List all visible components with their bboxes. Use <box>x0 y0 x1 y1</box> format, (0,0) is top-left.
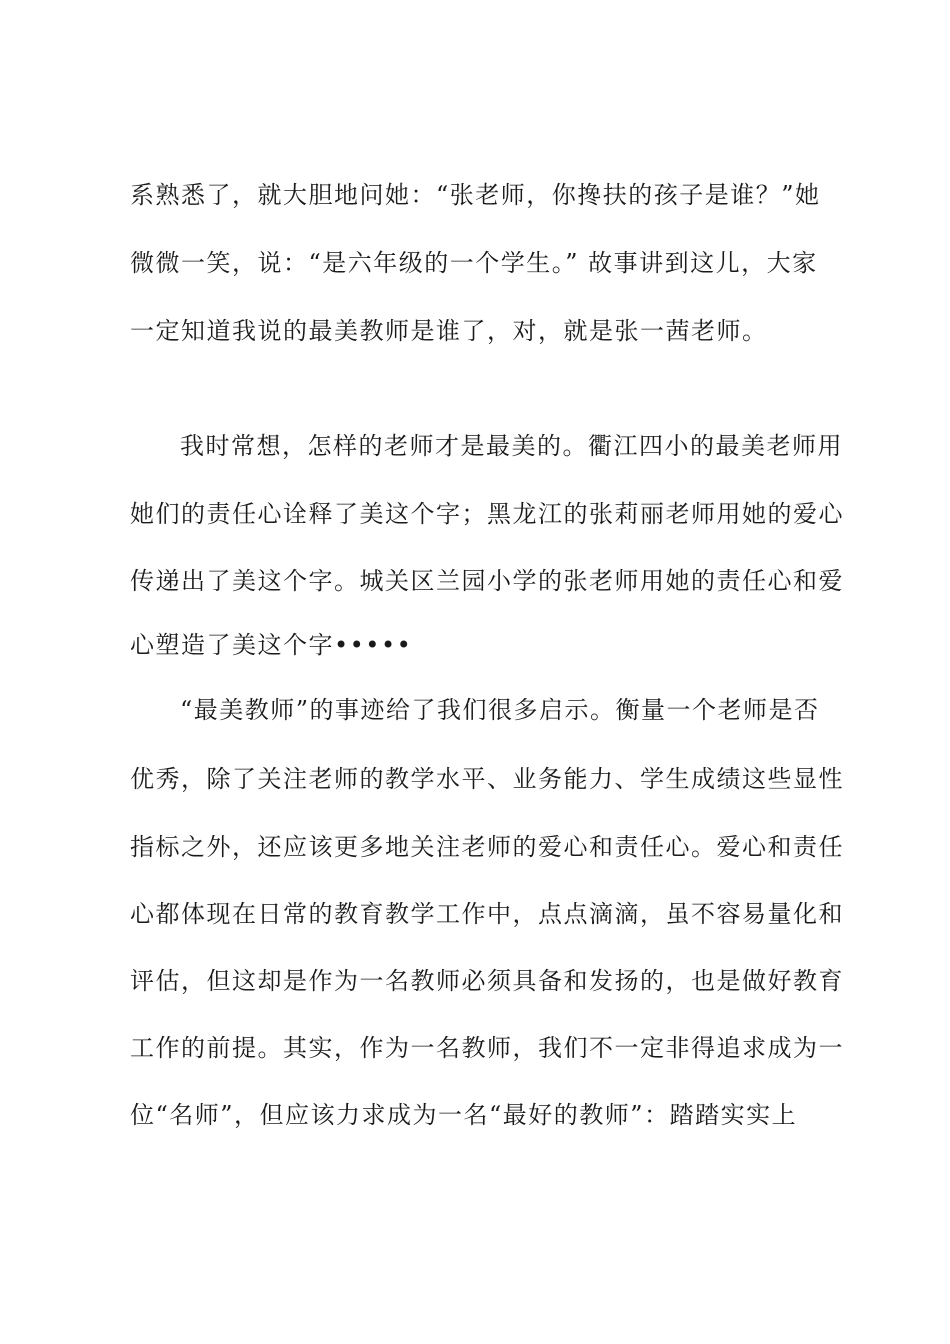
paragraph-line: 我时常想，怎样的老师才是最美的。衢江四小的最美老师用 <box>180 432 843 460</box>
paragraph-line: 位“名师”，但应该力求成为一名“最好的教师”：踏踏实实上 <box>130 1101 798 1129</box>
paragraph-line: 她们的责任心诠释了美这个字；黑龙江的张莉丽老师用她的爱心 <box>130 500 844 528</box>
paragraph-line: 指标之外，还应该更多地关注老师的爱心和责任心。爱心和责任 <box>130 833 844 861</box>
paragraph-line: 心塑造了美这个字••••• <box>130 631 413 659</box>
paragraph-line: “最美教师”的事迹给了我们很多启示。衡量一个老师是否 <box>180 696 820 724</box>
paragraph-line: 系熟悉了，就大胆地问她：“张老师，你搀扶的孩子是谁？”她 <box>130 181 821 209</box>
paragraph-line: 一定知道我说的最美教师是谁了，对，就是张一茜老师。 <box>130 317 768 345</box>
paragraph-line: 工作的前提。其实，作为一名教师，我们不一定非得追求成为一 <box>130 1034 844 1062</box>
paragraph-line: 心都体现在日常的教育教学工作中，点点滴滴，虽不容易量化和 <box>130 900 844 928</box>
paragraph-line: 优秀，除了关注老师的教学水平、业务能力、学生成绩这些显性 <box>130 765 844 793</box>
paragraph-line: 评估，但这却是作为一名教师必须具备和发扬的，也是做好教育 <box>130 967 844 995</box>
paragraph-line: 传递出了美这个字。城关区兰园小学的张老师用她的责任心和爱 <box>130 567 844 595</box>
paragraph-line: 微微一笑，说：“是六年级的一个学生。” 故事讲到这儿，大家 <box>130 249 818 277</box>
